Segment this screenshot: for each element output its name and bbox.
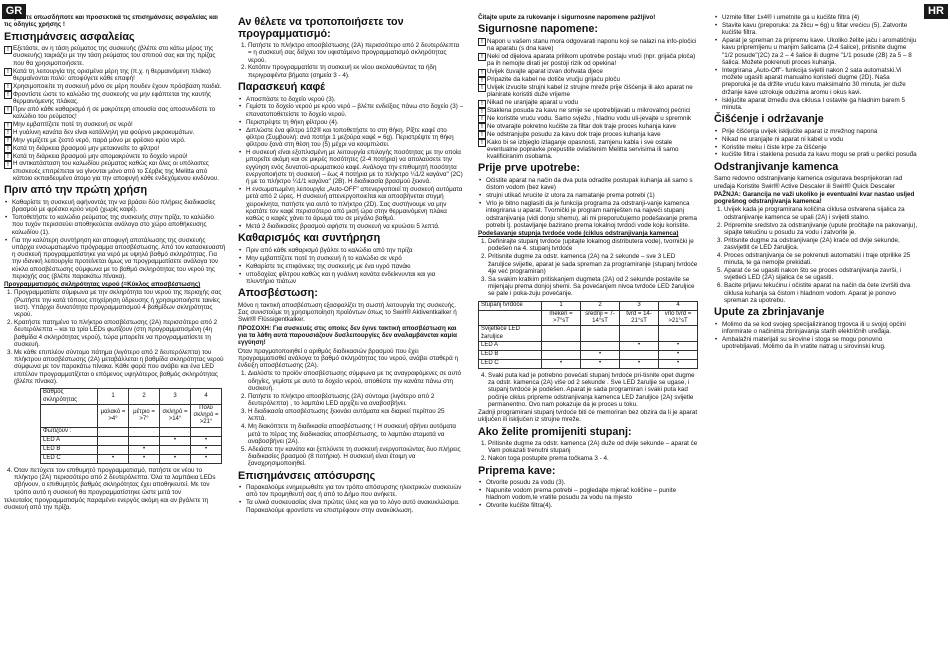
table-header: Βαθμός σκληρότητας (41, 389, 98, 405)
descaling-warning: PAŽNJA: Garancija ne važi ukoliko je eventualni kvar nastao usljed pogrešnog odstranjivanja kamenca! (714, 190, 915, 206)
cleaning-item: • Μην εμβαπτίζετε ποτέ τη συσκευή ή το καλώδιο σε νερό (246, 255, 464, 262)
led-dot: • (129, 445, 160, 454)
safety-item: ! Κατά τη διάρκεια βρασμού μην απομακρύνετε το δοχείο νερού! (4, 153, 226, 160)
descaling-warning: ΠΡΟΣΟΧΗ: Για συσκευές στις οποίες δεν έγινε τακτική αποσβέστωση και για τα λάθη αυτά παρουσιάζουν δυσλειτουργίες δεν αναλαμβάνεται καμία εγγύηση! (238, 324, 458, 347)
descaling-step: 4. Proces odstranjivanja će se pokrenuti automatski i traje otprilike 25 minuta, te ga nemojte prekidati. (724, 252, 918, 267)
programming-step: 4. Όταν πετύχετε τον επιθυμητό προγραμματισμό, πατήστε ox νέου το πλήκτρο (2A) περισσότερο από 2 δευτερόλεπτα. Όλα τα λαμπάκια LEDs σβήνουν, ο επιθυμητός βαθμός σκληρότητας έχει αποθηκευτεί. Με τον τρόπο αυτό η συσκευή θα προγραμματίστηκε ώστε μετά τον (14, 467, 226, 496)
safety-item: ! Κατά τη διάρκεια βρασμού μην μετακινείτε το φίλτρο! (4, 145, 226, 152)
hardness-tail: Zadnji programirani stupanj tvrdoće biti će memoriran bez obzira da li je aparat uključen ili isključen iz strujne mreže. (478, 408, 698, 424)
safety-item: ! Nikad ne uranjajte aparat u vodu (478, 99, 700, 106)
hardness-after (478, 372, 700, 408)
safety-item: ! Ne odstranjujte posudu za kavu dok traje proces kuhanja kave (478, 131, 700, 138)
preparation-item: • Otvorite posudu za vodu (3). (486, 479, 700, 486)
first-use-item: • Για την καλύτερη συντήρηση και αποφυγή αποτάλωσης της συσκευής υπάρχει ενσωματωμένο πρόγραμμα αποσβέστωσης. Από τον κατασκευαστή η συσκευή προγραμματίστηκε για νερό με υψηλό βαθμό σκληρότητας. Για την ιδανική λειτουργία προτείνεται όμως να προγραμματίσετε ανάλογα τον κύκλο αποσβέστωσης σύμφωνα με το βαθμό σκληρότητας του νερού της περιοχής σας (βλέπε παρακάτω πίνακα). (12, 237, 226, 281)
programming-steps (4, 289, 226, 385)
table-level: 1 (98, 389, 129, 405)
descaling-steps (714, 206, 918, 304)
table-led: LED A (479, 341, 542, 350)
safety-list (4, 45, 226, 182)
change-steps (478, 440, 700, 462)
preparation-item: • Otvorite kućište filtra(4). (486, 502, 700, 509)
safety-item: ! Pripazite da kabel ne dotiče vrućju grijaću ploču (478, 76, 700, 83)
intro-text: Διαβάστε οπωσδήποτε και προσεκτικά τις επισημάνσεις ασφαλείας και τις οδηγίες χρήσης ! (4, 14, 218, 29)
column-greek-2 (238, 14, 464, 515)
table-desc: tvrd = 14-21°sT (620, 310, 659, 326)
table-led: LED A (41, 436, 98, 445)
change-steps (238, 42, 464, 79)
table-desc: srednji = 7-14°sT (581, 310, 620, 326)
cleaning-list (714, 128, 918, 159)
programming-step: 2. Κρατήστε πατημένο το πλήκτρο αποσβέστωσης (2A) περισσότερο από 2 δευτερόλεπτα – και τα τρία LEDs φωτίζουν (στη προγραμματισμένη (4η βαθμίδα 4 σκληρότητας νερού), τώρα μπορείτε να προγραμματίσετε τη συσκευή. (14, 319, 226, 348)
safety-item: ! Napon u vašem stanu mora odgovarati naponu koji se nalazi na info-pločici na aparatu (s dna kave) (478, 38, 700, 53)
descaling-step: 3. Η διαδικασία αποσβέστωσης ξεκινάει αυτόματα και διαρκεί περίπου 25 λεπτά. (248, 408, 464, 423)
table-desc: μέτριο = >7° (129, 404, 160, 427)
table-led: LED B (41, 445, 98, 454)
preparation-item: • Integrirana „Auto-Off"- funkcija svjetli nakon 2 sata automatski.Vi možete ugasiti aparat manualno koristeći dugme (2D). Naša preporuka je da držite vruću kavu maksimalno 30 minuta, jer duže držanje kave uzrokuje oduzima aromu i okus kavi. (722, 67, 918, 96)
safety-item: ! Uvijek izvucite strujni kabel iz strujne mreže prije čišćenja ili ako aparat ne planirate koristiti duže vrijeme (478, 84, 700, 99)
hardness-table-croatian (478, 301, 698, 369)
coffee-item: • Αποσπάστε το δοχείο νερού (3). (246, 96, 464, 103)
table-led-head: Svijetleće LED žaruljice (479, 326, 542, 342)
coffee-item: • Μετά 2 διαδικασίες βρασμού αφήστε τη συσκευή να κρυώσει 5 λεπτά. (246, 223, 464, 230)
table-level: 4 (659, 301, 698, 310)
safety-item: ! Εξετάστε, αν η τάση ρεύματος της συσκευής (βλέπε στο κάτω μέρος της συσκευής) ταιριάζει με την τάση ρεύματος του σπιτιού σας και της πρίζας που θα χρησιμοποιήσετε. (4, 45, 226, 67)
disposal-item: • Τα υλικά συσκευασίας είναι πρώτες ύλες και για το λόγο αυτό ανακυκλώσιμα. Παρακαλούμε φροντίστε να επιστρέφουν στην ανακύκλωση. (246, 499, 464, 514)
heading-cleaning: Čišćenje i održavanje (714, 113, 824, 126)
cleaning-item: • Πριν από κάθε καθαρισμό βγάλτε το καλώδιο από την πρίζα (246, 247, 464, 254)
descaling-steps (238, 370, 464, 467)
led-dot: • (191, 436, 222, 445)
intro-text: Čitajte upute za rukovanje i sigurnosne napomene pažljivo! (478, 14, 656, 21)
cleaning-item: • Nikad ne uranjajte ni aparat ni kabel u vodu (722, 136, 918, 143)
cleaning-item: • Καθαρίστε τις επιφάνειες της συσκευής με ένα υγρό πανάκι (246, 263, 464, 270)
column-croatian-2 (714, 14, 918, 351)
disposal-item: • Molimo da se kod svojeg specijaliziranog trgovca ili u svojoj općini informirate o načinima zbrinjavanja starih električnih uređaja. (722, 321, 918, 336)
led-dot: • (620, 359, 659, 368)
led-dot: • (581, 359, 620, 368)
led-dot: • (581, 350, 620, 359)
hardness-step: 3. Sa svakim kratkim pritiskanjem dugmeta (2A) od 2 sekunde postavite se mijenjaju prema donjoj shemi. Sa povećanjem nivoa tvrdoće LED žaruljice se pale i poka-zuju povećanje. (488, 276, 700, 298)
heading-disposal: Επισημάνσεις απόσυρσης (238, 469, 376, 482)
programming-step: 3. Με κάθε επιπλέον σύντομο πάτημα (λιγότερο από 2 δευτερόλεπτα) του πλήκτρου αποσβέστωσης (2A) μεταβάλλεται η βαθμίδα σκληρότητας νερού σύμφωνα με τον παρακάτω πίνακα. Κάθε φορά που ανάβει και ένα LED επιτέλον προγραμματίζεται ο επόμενος υψηλότερος βαθμός σκληρότητας (βλέπε πίνακα). (14, 349, 226, 385)
change-step: 2. Κατόπιν προγραμματίστε τη συσκευή εκ νέου ακολουθώντας τα ήδη περιγραφέντα βήματα (σημεία 3 - 4). (248, 64, 464, 79)
table-desc: μαλακό = >4° (98, 404, 129, 427)
led-dot: • (160, 436, 191, 445)
first-use-item: • Τοποθετήστε το καλώδιο ρεύματος της συσκευής στην πρίζα, το καλώδιο που τυχόν περισσεύει αποθηκεύεται ανάλογα στο χώρο αποθήκευσης καλωδίου (1). (12, 214, 226, 236)
led-dot: • (659, 341, 698, 350)
heading-change-level: Ako želite promijeniti stupanj: (478, 425, 632, 438)
table-level: 3 (160, 389, 191, 405)
preparation-item: • Napunite vodom prema potrebi – pogledajte mjerač količine – punite hladnom vodom,te vratite posudu za vodu na mjesto (486, 487, 700, 502)
column-croatian-1 (478, 14, 700, 510)
led-dot: • (659, 359, 698, 368)
change-step: 1. Pritisnite dugme za odstr. kamenca (2A) duže od dvije sekunde – aparat će Vam pokazati trenutni stupanj (488, 440, 700, 455)
first-use-list (4, 199, 226, 280)
table-desc: σκληρό = >14° (160, 404, 191, 427)
safety-item: ! Χρησιμοποιείτε τη συσκευή μόνο σε μέρη πουδεν έχουν πρόσβαση παιδιά. (4, 83, 226, 90)
heading-change-programming: Αν θέλετε να τροποποιήσετε τον προγραμματισμό: (238, 16, 404, 40)
preparation-item: • Aparat je spreman za pripremu kave. Ukoliko želite jaču i aromatičniju kavu pripremljenu u manjim šalicama (2-4 šalice), pritisnite dugme "1/2 posude"(2C) za 2 – 4 šalice ili dugme "1/1 posude (2B) za 5 – 8 šalica. Možete pokrenuti proces kuhanja. (722, 37, 918, 66)
preparation-item: • Isključite aparat između dva ciklusa I ostavite ga hladnim barem 5 minuta. (722, 97, 918, 112)
preparation-item: • Stavite kavu (preporuka: za žlicu = 6g) u filtar vrećicu (5). Zatvorite kućište filtra. (722, 22, 918, 37)
safety-item: ! Uvijek čuvajte aparat izvan dohvata djece (478, 68, 700, 75)
heading-cleaning: Καθαρισμός και συντήρηση (238, 232, 381, 245)
table-desc: vrlo tvrd = >21°sT (659, 310, 698, 326)
cleaning-list (238, 247, 464, 285)
subheading-hardness: Podešavanje stupnja tvrdoće vode (ciklus odstranjivanja kamenca) (478, 229, 679, 237)
cleaning-item: • υποδοχέας φίλτρου καθώς και η γυάλινη κανάτα ενδείκνυνται και για πλυντήριο πιάτων (246, 271, 464, 286)
programming-after (4, 467, 226, 496)
descaling-step: 2. Pripremite sredstvo za odstranjivanje (upute pročitajte na pakovanju), sipajte tekućinu u posudu za vodu i zatvorite je. (724, 222, 918, 237)
safety-item: ! Staklena posuda za kavu ne smije se upotrebljavati u mikrovalnoj pećnici (478, 107, 700, 114)
descaling-step: 5. Αδειάστε την κανάτα και ξεπλύνετε τη συσκευή ενεργοποιώντας δυο πλήρεις διαδικασίες βρασμού (8 ποτήρια). Η συσκευή είναι έτοιμη να ξαναχρησιμοποιηθεί. (248, 446, 464, 468)
table-level: 2 (129, 389, 160, 405)
coffee-list (238, 96, 464, 231)
table-header: Stupanj tvrdoće (479, 301, 542, 310)
first-use-item: • Vrlo je bitno naglasiti da je funkcija programa za odstranji-vanje kamenca integrirana u aparat. Tvornički je program namješten na najveći stupanj odstranjivanja (vidi donju shemu), ali mi preporučujemo podešavanje prema potrebi tj. postavljanje bazirano prema lokalnoj tvrdoći vode koju koristite. (486, 200, 700, 229)
heading-coffee: Παρασκευή καφέ (238, 81, 326, 94)
cleaning-item: • kućište filtra i staklena posuda za kavu mogu se prati u perilici posuđa (722, 151, 918, 158)
cleaning-item: • Prije čišćenja uvijek isključite aparat iz mrežnog napona (722, 128, 918, 135)
table-led: LED C (41, 454, 98, 463)
safety-item: ! Πριν από κάθε καθαρισμό ή σε μακρύτερη απουσία σας αποσυνδέστε το καλώδιο του ρεύματος! (4, 106, 226, 121)
change-step: 1. Πατήστε το πλήκτρο αποσβέστωσης (2A) περισσότερο από 2 δευτερόλεπτα = η συσκευή σας δείχνει τον υφιστάμενο προγραμματισμό σκληρότητας νερού. (248, 42, 464, 64)
language-badge-gr: GR (2, 4, 26, 19)
descaling-intro: Samo redovno odstranjivanje kamenca osigurava besprijekoran rad uređaja Koristite Swirl® Active Descaler ili Swirl® Quick Descaler (714, 175, 903, 190)
first-use-item: • strujni utikač ivrucite iz utora za namatanje prema potrebi (1) (486, 192, 700, 199)
first-use-item: • Καθαρίστε τη συσκευή αφήνοντάς την να βράσει δύο πλήρεις διαδικασίες βρασμού με φρέσκο κρύο νερό (χωρίς καφέ). (12, 199, 226, 214)
descaling-step: 3. Pritisnite dugme za odstranjivanje (2A) kraće od dvije sekunde, zasvijetlit će LED žaruljica. (724, 237, 918, 252)
subheading-programming: Προγραμματισμός σκληρότητας νερού (=Κύκλος αποσβέστωσης) (4, 280, 201, 288)
hardness-step: 2. Pritisnite dugme za odstr. kamenca (2A) na 2 sekunde – sve 3 LED žaruljice svijetle, aparat je sada spreman za programiranje (stupanj tvrdoće 4je već programiran) (488, 253, 700, 275)
first-use-item: • Očistite aparat na način da dva puta odradite postupak kuhanja ali samo s čistom vodom (bez kave) (486, 177, 700, 192)
led-dot: • (191, 445, 222, 454)
led-dot: • (620, 341, 659, 350)
programming-tail: τελευταίος προγραμματισμός παραμένει ενεργός ακόμη και αν βγάλετε τη συσκευή από την πρίζα. (4, 496, 209, 511)
heading-first-use: Πριν από την πρώτη χρήση (4, 184, 148, 197)
descaling-step: 6. Bacite prljavu tekućinu i očistite aparat na način da čete izvršiti dva ciklusa kuhanja sa čistom i hladnom vodom. Aparat je ponovo spreman za upotrebu. (724, 282, 918, 304)
safety-item: ! Φροντίστε ώστε το καλώδιο της συσκευής να μην εφάπτεται της καυτής θερμαινόμενης πλάκας. (4, 91, 226, 106)
descaling-intro: Μόνο η τακτική αποσβέστωση εξασφαλίζει τη σωστή λειτουργία της συσκευής. Σας συνιστούμε τη χρησιμοποίηση προϊόντων όπως το Swirl® Aktiventkalker ή Swirl® Flüssigentkalker. (238, 301, 457, 324)
heading-safety: Sigurnosne napomene: (478, 23, 598, 36)
safety-item: ! Η αντικατάσταση του καλωδίου ρεύματος καθώς και όλες οι υπόλοιπες επισκευές επιτρέπεται να γίνονται μόνο από το Σέρβις της Melitta από κάποιο εκπαιδευμένο άτομο για την αποφυγή κάθε ενδεχόμενου κινδύνου. (4, 160, 226, 182)
led-dot: • (129, 454, 160, 463)
heading-first-use: Prije prve upotrebe: (478, 162, 580, 175)
table-cell (479, 310, 542, 326)
safety-item: ! Kako bi se izbjeglo izlaganje opasnosti, zamjenu kabla i sve ostale eventualne popravke prepustite ovlaštenim Melitta servisima ili samo kvalificiranim osobama. (478, 139, 700, 161)
led-dot: • (160, 454, 191, 463)
language-badge-hr: HR (924, 4, 948, 19)
descaling-step: 1. Διαλύστε το προϊόν αποσβέστωσης σύμφωνα με τις αναγραφόμενες σε αυτό οδηγίες, γεμίστε με αυτό το δοχείο νερού, αποθέστε την κανάτα πάνω στη συσκευή. (248, 370, 464, 392)
led-dot: • (659, 350, 698, 359)
table-desc: Πολύ σκληρό = >21° (191, 404, 222, 427)
disposal-list (238, 484, 464, 514)
heading-descaling: Αποσβέστωση: (238, 287, 318, 300)
coffee-item: • Η συσκευή είναι εξοπλισμένη με λειτουργία επιλογής ποσότητας με την οποία μπορείτε ακόμη και σε μικρές ποσότητες (2-4 ποτήρια) να απολαύσετε την εγγύηση ενός δυνατού-αρωματικού καφέ. Ανάλογα την επιθυμητή ποσότητα ενεργοποιήστε τη συσκευή – έως 4 ποτήρια με το πλήκτρο ¼1/2 καγάνα" (2C) ή με το πλήκτρο ¼1/1 καγάνα" (2B). Η διαδικασία βρασμού ξεκινά. (246, 149, 464, 185)
preparation-list (714, 14, 918, 111)
hardness-steps (478, 238, 700, 298)
hardness-step: 1. Definirajte stupanj tvrdoće (upitajte lokalnog distributera vode), tvornički je podešen na 4. stupanj tvrdoće (488, 238, 700, 253)
safety-list (478, 38, 700, 161)
heading-safety: Επισημάνσεις ασφαλείας (4, 30, 135, 43)
led-dot: • (98, 454, 129, 463)
heading-preparation: Priprema kave: (478, 464, 556, 477)
coffee-item: • Περιστρέψτε τη θήκη φίλτρου (4). (246, 119, 464, 126)
descaling-text: Όταν πραγματοποιηθεί ο αριθμός διαδικασιών βρασμού που έχει προγραμματισθεί ανάλογα το βαθμό σκληρότητας του νερού, ανάβει σταθερά η ένδειξη αποσβέστωσης (2A). (238, 347, 459, 370)
table-level: 1 (542, 301, 581, 310)
disposal-item: • Παρακαλούμε ενημερωθείτε για τον τρόπο απόσυρσης ηλεκτρικών συσκευών από τον προμηθευτή σας ή από το Δήμο που ανήκετε. (246, 484, 464, 499)
heading-descaling: Odstranjivanje kamenca (714, 160, 839, 173)
safety-item: ! Μην γεμίζετε με ζεστό νερό, παρά μόνο με φρέσκο κρύο νερό. (4, 137, 226, 144)
table-led-head: Φωτίζουν : (41, 427, 98, 436)
disposal-list (714, 321, 918, 351)
disposal-item: • Ambalažni materijali su sirovine i stoga se mogu ponovno upotrebljavati. Molimo da ih vratite natrag u sirovinski krug. (722, 336, 918, 351)
preparation-item: • Uzmite filter 1x4® i umetnite ga u kućište filtra (4) (722, 14, 918, 21)
descaling-step: 2. Πατήστε το πλήκτρο αποσβέστωσης (2A) σύντομα (λιγότερο από 2 δευτερόλεπτα) , το λαμπάκι LED αρχίζει να αναβοσβήνει. (248, 393, 464, 408)
table-level: 2 (581, 301, 620, 310)
table-led: LED C (479, 359, 542, 368)
programming-step: 1. Προγραμματίστε σύμφωνα με την σκληρότητα του νερού της περιοχής σας (Ρωτήστε την κατά τόπους επιχείρηση ύδρευσης ή χρησιμοποιήστε ταινίες τεστ). Υπάρχει δυνατότητα προγραμματισμού 4 βαθμίδων σκληρότητας νερού. (14, 289, 226, 318)
safety-item: ! Ne otvarajte pokretno kućište za filtar dok traje proces kuhanja kave (478, 123, 700, 130)
change-step: 2. Nakon toga postupite prema točkama 3 - 4. (488, 455, 700, 462)
heading-disposal: Upute za zbrinjavanje (714, 306, 825, 319)
descaling-step: 5. Aparat će se ugasiti nakon što se proces odstranjivanja završi, i svjetleći LED (2A) sijalica će se ugasiti. (724, 267, 918, 282)
descaling-step: 1. Uvijek kada je programirana količina ciklusa ostvarena sijalica za odstranjivanje kamenca se upali (2A) i svijetli stalno. (724, 206, 918, 221)
coffee-item: • Διπλώστε ένα φίλτρο 102® και τοποθετήστε το στη θήκη. Ρίξτε καφέ στο φίλτρο (Συμβουλή: ανά ποτήρι 1 μεζούρα καφέ = 6g). Περιστρέψτε τη θήκη φίλτρου ξανά στη θέση του (5) μέχρι να κουμπώσει. (246, 127, 464, 149)
hardness-step: 4. Svaki puta kad je potrebno povećati stupanj tvrdoće pri-tisnite opet dugme za odstr. kamenca (2A) više od 2 sekunde . Sve LED žaruljie se ugase, i stupanj tvrdoće je podešen. Aparat je sada programiran i svaki puta kad počinje ciklus pripreme odstranjivanja kamenca LED žaruljice (2A) svijetle permanentno. Ovo nam pokazuje da je proces u toku. (488, 372, 700, 408)
safety-item: ! Κατά τη λειτουργία της ορισμένα μέρη της (π.χ. η θερμαινόμενη πλάκα) θερμαίνονται πολύ: αποφύγετε κάθε επαφή! (4, 68, 226, 83)
table-level: 3 (620, 301, 659, 310)
descaling-step: 4. Μη διακόπτετε τη διαδικασία αποσβέστωσης ! Η συσκευή σβήνει αυτόματα μετά το πέρας της διαδικασίας αποσβέστωσης, το λαμπάκι σταματά να αναβοσβήνει (2A). (248, 423, 464, 445)
table-desc: meken = >7°sT (542, 310, 581, 326)
safety-item: ! Ne koristite vruću vodu. Samo svježu , hladnu vodu uli-jevajte u spremnik (478, 115, 700, 122)
led-dot: • (191, 454, 222, 463)
table-level: 4 (191, 389, 222, 405)
led-dot: • (542, 359, 581, 368)
table-cell (41, 404, 98, 427)
safety-item: ! Neki od dijelova aparata prilikom upotrebe postaju vrući (npr. grijača ploča) pa ih nemojte dirati jer postoji rizik od opekina! (478, 53, 700, 68)
cleaning-item: • Koristite meku i čiste krpe za čišćenje (722, 144, 918, 151)
coffee-item: • Γεμίστε το δοχείο νερού με κρύο νερό – βλέπε ενδείξεις πάνω στο δοχείο (3) – επανατοποθετείστε το δοχείο νερού. (246, 103, 464, 118)
column-greek-1 (4, 14, 226, 512)
first-use-list (478, 177, 700, 229)
preparation-list (478, 479, 700, 509)
safety-item: ! Μην εμβαπτίζετε ποτέ τη συσκευή σε νερό! (4, 121, 226, 128)
table-led: LED B (479, 350, 542, 359)
coffee-item: • Η ενσωματωμένη λειτουργία „Auto-OFF" απενεργοποιεί τη συσκευή αυτόματα μετά από 2 ώρες. Η συσκευή απενεργοποιείται και αποσβήνεται στιγμή χειροκίνητα, πατήστε για αυτό το πλήκτρο (2D). Σας συστήνουμε να μην κρατάτε τον καφέ περισσότερο από μισή ώρα στην θερμαινόμενη πλάκα καθώς ο καφές χάνει το άρωμά του σε μεγάλο βαθμό. (246, 186, 464, 222)
hardness-table-greek (40, 388, 222, 463)
safety-item: ! Η γυάλινη κανάτα δεν είναι κατάλληλη για φούρνο μικροκυμάτων. (4, 129, 226, 136)
